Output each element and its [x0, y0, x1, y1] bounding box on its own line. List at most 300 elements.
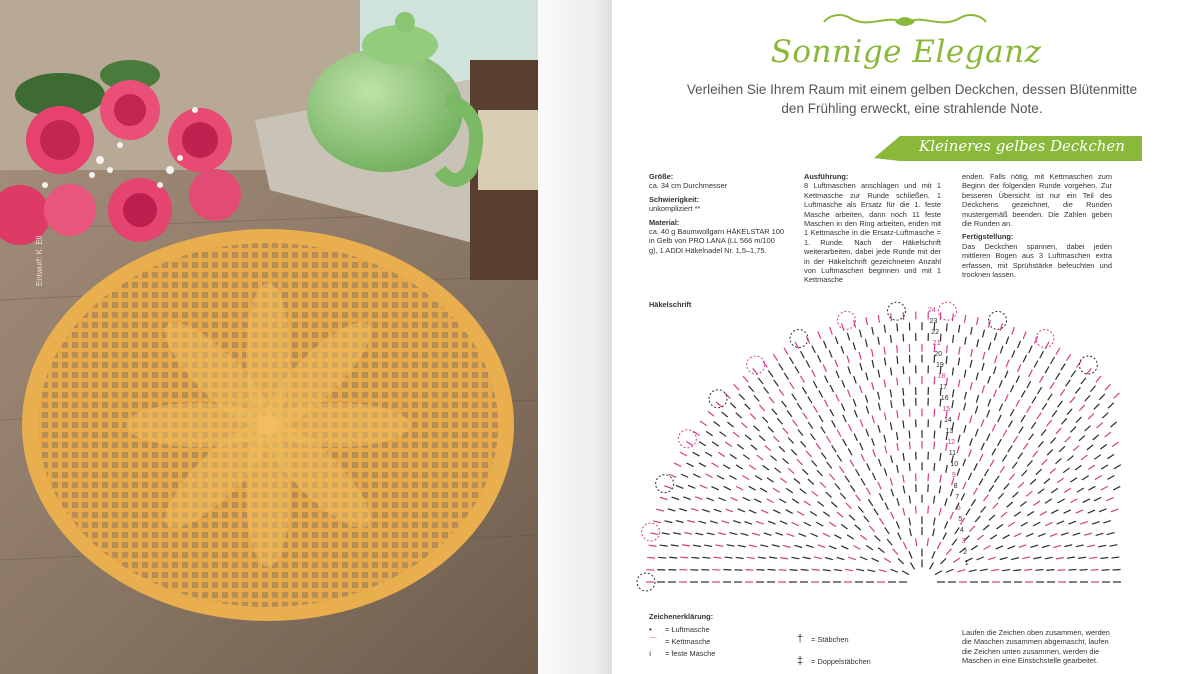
stitch-mark: [799, 534, 806, 537]
stitch-mark: [909, 496, 910, 504]
stitch-mark: [872, 416, 874, 424]
stitch-mark: [994, 367, 997, 374]
stitch-mark: [1012, 462, 1017, 468]
scallop-mark: [837, 311, 855, 329]
stitch-mark: [848, 557, 856, 560]
stitch-mark: [961, 493, 964, 500]
round-number: 4: [960, 527, 964, 534]
stitch-mark: [817, 470, 822, 476]
stitch-mark: [774, 380, 779, 386]
stitch-mark: [843, 439, 847, 446]
stitch-mark: [916, 506, 917, 514]
stitch-mark: [957, 446, 959, 454]
stitch-mark: [976, 373, 978, 381]
stitch-mark: [1111, 557, 1119, 558]
stitch-mark: [695, 533, 703, 535]
stitch-mark: [751, 445, 757, 450]
stitch-mark: [995, 476, 1000, 482]
stitch-mark: [750, 414, 756, 420]
stitch-mark: [1083, 499, 1090, 503]
stitch-mark: [1050, 438, 1055, 444]
stitch-mark: [710, 521, 718, 523]
stitch-mark: [1027, 381, 1031, 388]
stitch-mark: [878, 370, 880, 378]
stitch-mark: [982, 363, 984, 371]
stitch-mark: [691, 557, 699, 558]
stitch-mark: [958, 380, 959, 388]
stitch-mark: [997, 439, 1001, 446]
photo-credit: Entwurf: K. Ell: [35, 235, 44, 286]
doily-photo: [0, 0, 538, 674]
legend-item-label: = Doppelstäbchen: [811, 656, 871, 666]
scallop-mark: [1036, 330, 1054, 348]
stitch-mark: [1094, 404, 1100, 410]
stitch-mark: [871, 349, 873, 357]
stitch-mark: [952, 539, 957, 545]
stitch-mark: [772, 409, 777, 415]
stitch-mark: [903, 508, 905, 516]
stitch-mark: [848, 424, 851, 431]
stitch-mark: [708, 411, 714, 416]
stitch-mark: [824, 341, 827, 348]
round-number: 7: [955, 494, 960, 501]
stitch-mark: [1010, 409, 1014, 416]
stitch-mark: [1091, 570, 1099, 571]
stitch-mark: [768, 370, 773, 376]
stitch-mark: [745, 435, 751, 440]
stitch-mark: [911, 562, 915, 569]
stitch-mark: [682, 545, 690, 546]
stitch-mark: [1029, 370, 1033, 377]
stitch-mark: [884, 413, 886, 421]
stitch-mark: [839, 466, 844, 472]
stitch-mark: [745, 570, 753, 571]
stitch-mark: [1047, 450, 1053, 456]
finish-text: Das Deckchen spannen, dabei jeden mittleren Bogen aus 3 Luftmaschen extra erfassen, mit Sprühstärke befeuchten und trocknen lassen.: [962, 241, 1112, 280]
stitch-mark: [903, 453, 904, 461]
stitch-mark: [964, 425, 966, 433]
stitch-mark: [884, 380, 885, 388]
stitch-mark: [1081, 378, 1086, 384]
stitch-mark: [821, 453, 826, 459]
stitch-mark: [749, 545, 757, 547]
stitch-mark: [1034, 557, 1042, 559]
stitch-mark: [1041, 430, 1046, 436]
stitch-mark: [878, 459, 881, 466]
stitch-mark: [1029, 346, 1032, 353]
instructions-column-2: [962, 172, 1112, 283]
stitch-mark: [878, 403, 880, 411]
stitch-mark: [884, 558, 891, 562]
stitch-mark: [878, 392, 880, 400]
stitch-mark: [958, 570, 966, 572]
stitch-mark: [910, 528, 912, 536]
stitch-mark: [856, 469, 860, 476]
stitch-mark: [946, 569, 953, 572]
stitch-mark: [875, 536, 881, 542]
stitch-mark: [1006, 360, 1009, 367]
stitch-mark: [768, 427, 774, 433]
legend-item: [649, 623, 715, 635]
stitch-mark: [963, 482, 966, 489]
stitch-mark: [760, 545, 768, 547]
stitch-mark: [850, 460, 854, 467]
stitch-mark: [1102, 413, 1108, 418]
stitch-mark: [903, 486, 904, 494]
stitch-mark: [1094, 455, 1100, 460]
stitch-mark: [794, 478, 800, 483]
stitch-mark: [1032, 397, 1036, 404]
stitch-mark: [959, 347, 960, 355]
round-number: 22: [931, 329, 939, 336]
stitch-mark: [940, 453, 941, 461]
stitch-mark: [749, 486, 756, 490]
stitch-mark: [812, 569, 820, 570]
stitch-mark: [1105, 432, 1111, 437]
stitch-mark: [1055, 373, 1059, 380]
stitch-mark: [867, 570, 875, 572]
instructions-continued: enden. Falls nötig, mit Kettmaschen zum Beginn der folgenden Runde vorgehen. Zur besseren Übersicht ist nur ein Teil des Deckchens gezeichnet, die Runden mustergemäß beenden. Die Zahlen geben die Runden an.: [962, 172, 1112, 229]
stitch-mark: [818, 355, 821, 362]
stitch-mark: [903, 399, 904, 407]
stitch-mark: [733, 521, 741, 523]
stitch-mark: [1065, 545, 1073, 547]
stitch-mark: [1057, 570, 1065, 571]
stitch-mark: [884, 468, 886, 475]
stitch-mark: [971, 327, 973, 335]
stitch-mark: [824, 400, 828, 407]
stitch-mark: [1000, 323, 1002, 330]
stitch-mark: [1067, 557, 1075, 558]
stitch-mark: [1060, 389, 1065, 395]
stitch-mark: [946, 356, 947, 364]
scallop-mark: [709, 390, 727, 408]
stitch-mark: [739, 394, 745, 400]
stitch-mark: [856, 495, 861, 501]
stitch-mark: [830, 327, 833, 334]
stitch-mark: [853, 546, 860, 550]
stitch-mark: [1050, 534, 1058, 537]
stitch-mark: [835, 337, 838, 344]
stitch-mark: [897, 410, 898, 418]
stitch-mark: [841, 404, 844, 411]
stitch-mark: [802, 387, 806, 394]
stitch-mark: [1000, 557, 1008, 559]
stitch-mark: [974, 463, 977, 470]
round-number: 16: [940, 395, 949, 402]
stitch-mark: [840, 493, 845, 499]
stitch-mark: [896, 521, 899, 528]
stitch-mark: [1009, 420, 1013, 427]
stitch-mark: [848, 367, 851, 374]
stitch-mark: [860, 419, 863, 426]
size-value: ca. 34 cm Durchmesser: [649, 181, 728, 191]
stitch-mark: [1037, 413, 1042, 419]
stitch-mark: [860, 535, 866, 540]
stitch-mark: [897, 356, 898, 364]
stitch-mark: [891, 400, 892, 408]
stitch-mark: [872, 558, 879, 561]
stitch-mark: [715, 545, 723, 546]
instructions-label: Ausführung:: [804, 172, 849, 181]
stitch-mark: [933, 528, 935, 536]
round-number: 11: [948, 450, 957, 457]
stitch-mark: [723, 465, 730, 469]
stitch-mark: [800, 489, 806, 494]
stitch-mark: [854, 376, 856, 383]
stitch-mark: [795, 366, 799, 373]
stitch-mark: [836, 371, 839, 378]
stitch-mark: [774, 436, 780, 442]
stitch-mark: [1030, 479, 1036, 484]
diagram-label: Häkelschrift: [649, 300, 692, 309]
stitch-mark: [693, 474, 700, 477]
stitch-mark: [995, 356, 997, 363]
stitch-mark: [878, 482, 881, 489]
pattern-page: [612, 0, 1200, 674]
stitch-mark: [987, 410, 990, 417]
crochet-diagram: [632, 300, 1122, 620]
scallop-mark: [989, 311, 1007, 329]
round-number: 17: [939, 384, 947, 391]
stitch-mark: [980, 569, 988, 571]
stitch-mark: [1034, 360, 1038, 367]
stitch-mark: [1101, 486, 1108, 490]
stitch-mark: [950, 512, 953, 519]
stitch-mark: [716, 402, 722, 407]
stitch-mark: [647, 557, 655, 558]
legend-2: [797, 628, 871, 672]
stitch-mark: [1018, 482, 1024, 488]
stitch-mark: [1113, 486, 1120, 489]
stitch-mark: [803, 413, 808, 419]
stitch-mark: [984, 495, 989, 501]
stitch-mark: [1101, 465, 1108, 469]
stitch-mark: [1090, 386, 1095, 392]
stitch-mark: [731, 498, 738, 501]
stitch-mark: [779, 364, 783, 371]
stitch-mark: [1071, 370, 1076, 376]
stitch-mark: [1019, 427, 1023, 434]
stitch-mark: [903, 366, 904, 374]
stitch-mark: [1042, 403, 1047, 409]
stitch-mark: [695, 497, 702, 500]
stitch-mark: [714, 509, 722, 512]
stitch-mark: [866, 546, 873, 550]
green-teapot: [307, 48, 463, 172]
stitch-mark: [791, 450, 797, 456]
stitch-mark: [845, 476, 850, 482]
stitch-mark: [783, 545, 791, 547]
stitch-mark: [853, 399, 856, 406]
stitch-mark: [1022, 557, 1030, 559]
stitch-mark: [1027, 461, 1032, 467]
stitch-mark: [1036, 469, 1042, 474]
stitch-mark: [787, 410, 792, 416]
stitch-mark: [878, 548, 884, 553]
stitch-mark: [872, 360, 874, 368]
stitch-mark: [683, 497, 691, 500]
round-number: 3: [961, 538, 966, 545]
stitch-mark: [1103, 521, 1111, 523]
stitch-mark: [841, 546, 848, 549]
stitch-mark: [1018, 341, 1021, 348]
stitch-mark: [866, 406, 868, 413]
stitch-mark: [859, 352, 861, 360]
round-number: 15: [942, 406, 951, 413]
legend-item-label: = Stäbchen: [811, 634, 849, 644]
stitch-mark: [835, 483, 840, 489]
stitch-mark: [762, 417, 768, 423]
stitch-mark: [768, 521, 775, 524]
stitch-mark: [784, 373, 788, 380]
stitch-mark: [1024, 569, 1032, 570]
stitch-mark: [718, 498, 725, 501]
round-number: 18: [937, 373, 946, 380]
stitch-mark: [985, 469, 989, 476]
stitch-mark: [801, 351, 805, 358]
stitch-mark: [1081, 455, 1087, 460]
stitch-mark: [866, 429, 869, 436]
stitch-mark: [823, 364, 826, 371]
stitch-mark: [898, 558, 904, 564]
stitch-mark: [969, 570, 977, 572]
stitch-mark: [934, 409, 935, 417]
stitch-mark: [946, 549, 951, 555]
stitch-mark: [736, 465, 743, 469]
stitch-mark: [909, 431, 910, 439]
stitch-mark: [971, 349, 973, 357]
stitch-mark: [964, 403, 966, 411]
stitch-mark: [791, 522, 798, 525]
stitch-mark: [963, 459, 966, 466]
scallop-mark: [790, 330, 808, 348]
stitch-mark: [725, 442, 731, 447]
stitch-mark: [1035, 570, 1043, 571]
stitch-mark: [1075, 387, 1080, 393]
stitch-mark: [749, 510, 756, 513]
stitch-mark: [1067, 409, 1072, 415]
round-number: 20: [934, 351, 943, 358]
stitch-mark: [1021, 390, 1025, 397]
stitch-mark: [943, 533, 946, 540]
stitch-mark: [680, 557, 688, 558]
stitch-mark: [864, 516, 869, 522]
stitch-mark: [1066, 380, 1071, 386]
stitch-mark: [756, 521, 763, 524]
stitch-mark: [1038, 489, 1044, 494]
stitch-mark: [940, 312, 941, 320]
difficulty-value: unkompliziert **: [649, 204, 701, 214]
stitch-mark: [801, 570, 809, 571]
page-subtitle: Verleihen Sie Ihrem Raum mit einem gelben Deckchen, dessen Blütenmitte den Frühling erweckt, eine strahlende Note.: [686, 82, 1138, 116]
stitch-mark: [1082, 476, 1089, 480]
stitch-mark: [952, 313, 953, 321]
stitch-mark: [812, 461, 817, 467]
stitch-mark: [1008, 522, 1015, 526]
stitch-mark: [982, 386, 984, 393]
stitch-mark: [1099, 394, 1105, 400]
stitch-mark: [765, 446, 771, 451]
stitch-mark: [811, 533, 818, 536]
stitch-mark: [928, 484, 929, 492]
stitch-mark: [1076, 545, 1084, 547]
stitch-mark: [849, 515, 855, 520]
stitch-mark: [990, 535, 997, 539]
stitch-mark: [1008, 445, 1012, 452]
stitch-mark: [679, 509, 687, 511]
stitch-mark: [1110, 422, 1116, 427]
stitch-mark: [730, 454, 737, 458]
stitch-mark: [909, 518, 911, 526]
stitch-mark: [718, 452, 725, 456]
stitch-mark: [797, 511, 804, 515]
single-crochet-icon: ı: [649, 648, 652, 658]
stitch-mark: [879, 570, 887, 572]
stitch-mark: [777, 418, 782, 424]
stitch-mark: [688, 485, 695, 488]
stitch-mark: [673, 533, 681, 535]
stitch-mark: [1075, 465, 1081, 470]
stitch-mark: [730, 476, 737, 480]
stitch-mark: [674, 463, 681, 466]
stitch-mark: [702, 557, 710, 558]
stitch-mark: [841, 346, 844, 353]
stitch-mark: [952, 368, 953, 376]
scallop-mark: [888, 302, 906, 320]
stitch-mark: [742, 476, 749, 480]
round-number: 8: [953, 483, 958, 490]
stitch-mark: [829, 350, 832, 357]
stitch-mark: [717, 476, 724, 480]
stitch-mark: [891, 512, 894, 519]
stitch-mark: [865, 395, 867, 403]
stitch-mark: [1022, 470, 1027, 476]
stitch-mark: [1100, 444, 1106, 449]
stitch-mark: [773, 488, 780, 492]
stitch-mark: [855, 525, 861, 530]
stitch-mark: [818, 545, 826, 548]
stitch-mark: [768, 569, 776, 570]
stitch-mark: [706, 431, 713, 436]
stitch-mark: [1021, 415, 1025, 422]
stitch-mark: [885, 527, 889, 534]
stitch-mark: [854, 410, 857, 417]
stitch-mark: [890, 422, 892, 430]
legend: [649, 612, 715, 659]
stitch-mark: [1100, 557, 1108, 558]
stitch-mark: [1031, 422, 1036, 428]
stitch-mark: [860, 330, 862, 338]
stitch-mark: [878, 337, 879, 345]
stitch-mark: [1050, 382, 1054, 389]
stitch-mark: [749, 465, 756, 469]
stitch-mark: [754, 499, 761, 503]
instructions-text: 8 Luftmaschen anschlagen und mit 1 Kettmasche zur Runde schließen. 1 Luftmasche als Ersatz für die 1. feste Masche arbeiten, dann noch 11 feste Maschen in den Ring arbeiten, enden mit 1 Kettmasche in die Ersatz-Luftmasche = 1. Runde. Nach der Häkelschrift weiterarbeiten, dabei jede Runde mit der in der Häkelschrift gezeichneten Anzahl von Luftmaschen beginnen und mit 1 Kettmasche: [804, 181, 941, 285]
stitch-mark: [676, 521, 684, 523]
stitch-mark: [780, 557, 788, 558]
stitch-mark: [897, 498, 899, 506]
stitch-mark: [761, 510, 768, 513]
stitch-mark: [816, 443, 821, 449]
flourish-ornament-icon: [820, 10, 990, 32]
stitch-mark: [958, 435, 960, 443]
stitch-mark: [842, 323, 844, 330]
stitch-mark: [884, 347, 885, 355]
stitch-mark: [808, 397, 812, 404]
stitch-mark: [816, 522, 823, 526]
stitch-mark: [1005, 371, 1008, 378]
